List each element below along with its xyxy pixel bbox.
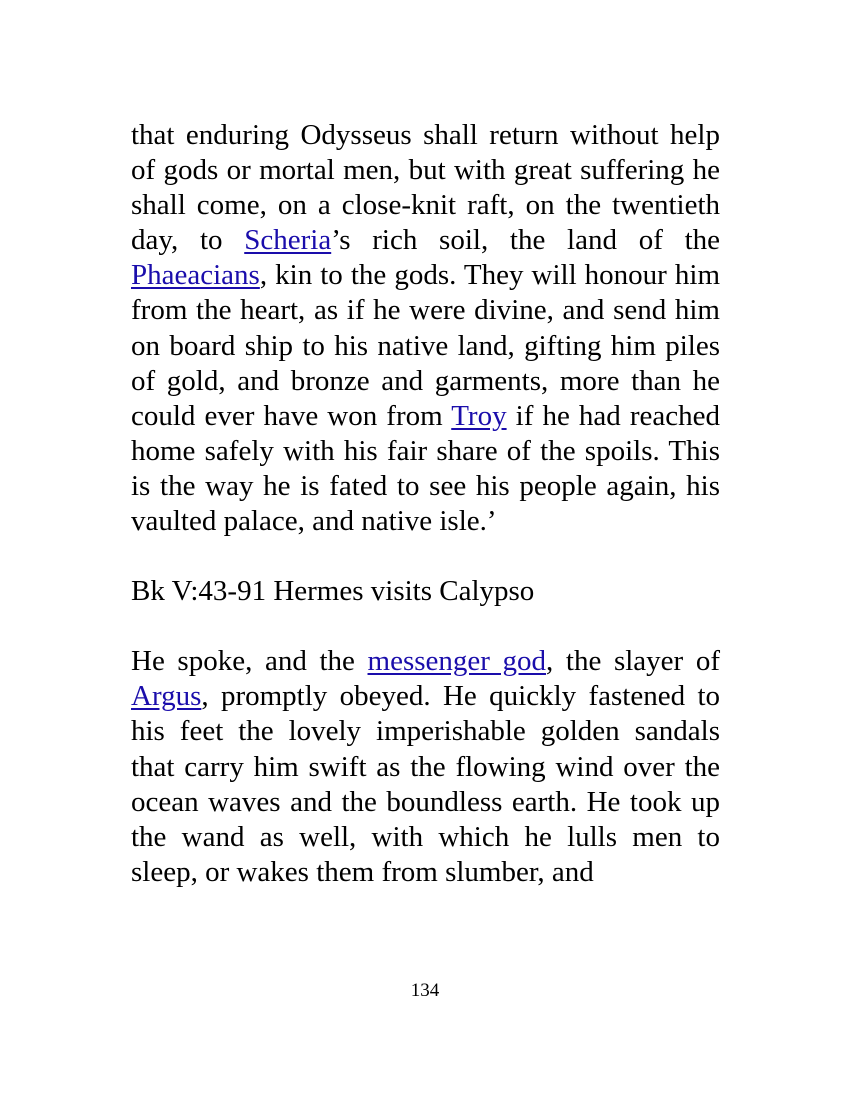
- paragraph-text: if he had reached home safely with his fair share of the spoils. This is the way he is fated to see his people again, his vaulted palace, and native isle.’: [131, 399, 720, 538]
- paragraph-text: ’s rich soil, the land of the: [331, 224, 721, 257]
- link-messenger-god[interactable]: messenger god: [367, 645, 547, 678]
- page-number: 134: [410, 980, 440, 1001]
- paragraph-hermes: [131, 644, 720, 890]
- link-troy[interactable]: Troy: [451, 399, 507, 432]
- paragraph-text: , promptly obeyed. He quickly fastened to his feet the lovely imperishable golden sandals that carry him swift as the flowing wind over the ocean waves and the boundless earth. He took up the wand as well, with which he lulls men to sleep, or wakes them from slumber, and: [131, 680, 720, 888]
- section-heading: Bk V:43-91 Hermes visits Calypso: [131, 575, 535, 608]
- paragraph-text: that enduring Odysseus shall return without help of gods or mortal men, but with great suffering he shall come, on a close-knit raft, on the twentieth day, to: [131, 119, 720, 257]
- link-argus[interactable]: Argus: [131, 680, 202, 713]
- link-phaeacians[interactable]: Phaeacians: [131, 259, 260, 292]
- link-scheria[interactable]: Scheria: [244, 224, 332, 257]
- paragraph-text: , the slayer of: [546, 645, 720, 678]
- paragraph-text: , kin to the gods. They will honour him from the heart, as if he were divine, and send him on board ship to his native land, gifting him piles of gold, and bronze and garments, more than he could ever have won from: [131, 259, 720, 432]
- page-body: [131, 118, 720, 890]
- paragraph-odysseus-return: [131, 118, 720, 539]
- paragraph-text: He spoke, and the: [131, 645, 368, 678]
